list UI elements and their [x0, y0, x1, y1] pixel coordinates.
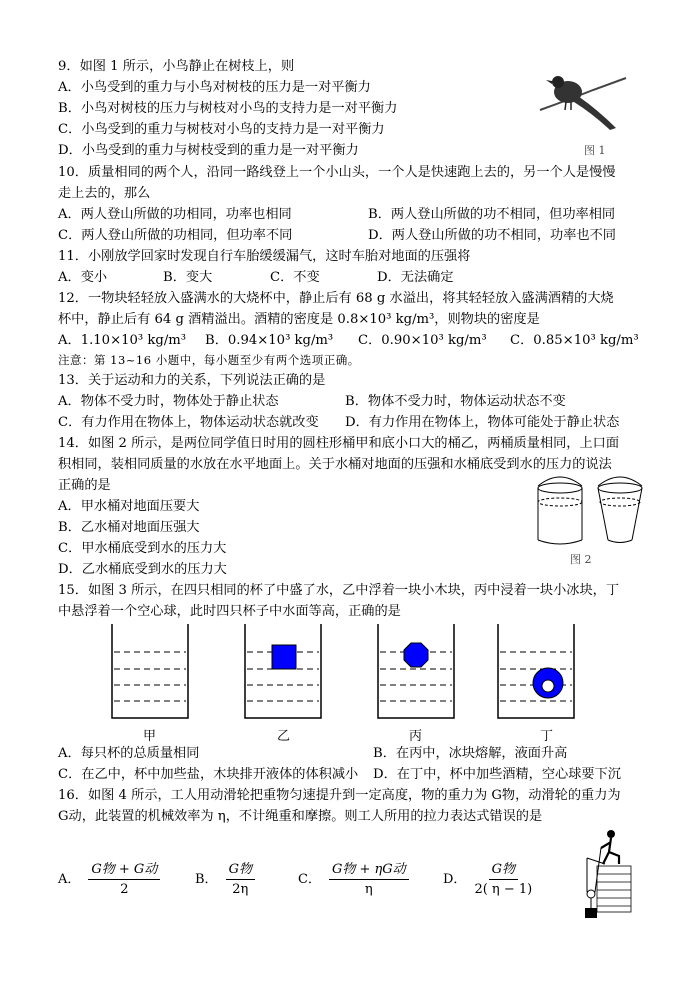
q12-option-b: B．0.94×10³ kg/m³ — [205, 333, 334, 348]
q16-d-denominator: 2( η − 1) — [474, 882, 533, 897]
q10-stem-line2: 走上去的，那么 — [58, 186, 151, 201]
cup-label-yi: 乙 — [277, 729, 291, 744]
cup-label-bing: 丙 — [409, 729, 423, 744]
q16-option-b: B． $\frac{\text{G物}}{2\eta}$ — [195, 858, 255, 897]
q14-option-b: B．乙水桶对地面压强大 — [58, 520, 200, 535]
q16-b-denominator: 2η — [232, 882, 249, 897]
q15-option-d: D．在丁中，杯中加些酒精，空心球要下沉 — [373, 767, 621, 782]
q13-option-c: C．有力作用在物体上，物体运动状态就改变 — [58, 415, 319, 430]
q13-option-b: B．物体不受力时，物体运动状态不变 — [345, 394, 566, 409]
q16-b-numerator: G物 — [226, 858, 255, 880]
q11-option-c: C．不变 — [270, 270, 320, 285]
q12-stem-line2: 杯中，静止后有 64 g 酒精溢出。酒精的密度是 0.8×10³ kg/m³，则物块的密度是 — [58, 312, 540, 327]
pulley-worker-figure — [575, 828, 635, 920]
q13-option-d: D．有力作用在物体上，物体可能处于静止状态 — [345, 415, 620, 430]
q15-option-c: C．在乙中，杯中加些盐，木块排开液体的体积减小 — [58, 767, 359, 782]
q11-stem: 11．小刚放学回家时发现自行车胎缓缓漏气，这时车胎对地面的压强将 — [58, 249, 471, 264]
q10-option-c: C．两人登山所做的功相同，但功率不同 — [58, 228, 293, 243]
q10-option-b: B．两人登山所做的功不相同，但功率相同 — [368, 207, 616, 222]
q14-option-c: C．甲水桶底受到水的压力大 — [58, 541, 227, 556]
multi-answer-note: 注意：第 13~16 小题中，每小题至少有两个选项正确。 — [58, 353, 360, 367]
q14-option-d: D．乙水桶底受到水的压力大 — [58, 562, 227, 577]
figure-2-caption: 图 2 — [570, 553, 592, 566]
q12-option-c: C．0.90×10³ kg/m³ — [358, 333, 487, 348]
q16-option-a: A． $\frac{\text{G物 + G动}}{2}$ — [58, 858, 160, 897]
ice-block — [404, 643, 428, 667]
q15-option-a: A．每只杯的总质量相同 — [58, 746, 200, 761]
q16-stem-line2: G动，此装置的机械效率为 η，不计绳重和摩擦。则工人所用的拉力表达式错误的是 — [58, 809, 543, 824]
q10-stem-line1: 10．质量相同的两个人，沿同一路线登上一个小山头，一个人是快速跑上去的，另一个人是慢慢 — [58, 165, 616, 180]
q14-stem-line1: 14．如图 2 所示，是两位同学值日时用的圆柱形桶甲和底小口大的桶乙，两桶质量相同，上口面 — [58, 436, 620, 451]
q13-stem: 13．关于运动和力的关系，下列说法正确的是 — [58, 373, 326, 388]
q11-option-a: A．变小 — [58, 270, 108, 285]
q15-stem-line1: 15．如图 3 所示，在四只相同的杯了中盛了水，乙中浮着一块小木块，丙中浸着一块小冰块，丁 — [58, 583, 620, 598]
q13-option-a: A．物体不受力时，物体处于静止状态 — [58, 394, 279, 409]
q9-stem: 9．如图 1 所示，小鸟静止在树枝上，则 — [58, 59, 295, 74]
q9-option-c: C．小鸟受到的重力与树枝对小鸟的支持力是一对平衡力 — [58, 122, 385, 137]
buckets-figure — [530, 474, 650, 556]
q15-option-b: B．在丙中，冰块熔解，液面升高 — [373, 746, 568, 761]
q12-option-d: C．0.85×10³ kg/m³ — [510, 333, 639, 348]
q14-option-a: A．甲水桶对地面压要大 — [58, 499, 200, 514]
q16-a-denominator: 2 — [120, 882, 129, 897]
cup-label-jia: 甲 — [143, 729, 157, 744]
cup-label-ding: 丁 — [540, 729, 554, 744]
q16-stem-line1: 16．如图 4 所示，工人用动滑轮把重物匀速提升到一定高度，物的重力为 G物，动滑轮的重力为 — [58, 788, 621, 803]
q10-option-d: D．两人登山所做的功不相同，功率也不同 — [368, 228, 616, 243]
q16-c-numerator: G物 + ηG动 — [329, 858, 409, 880]
q16-option-d: D． $\frac{\text{G物}}{2( \eta - 1)}$ — [443, 858, 532, 897]
cups-figure — [100, 622, 580, 722]
q10-option-a: A．两人登山所做的功相同，功率也相同 — [58, 207, 292, 222]
q16-a-numerator: G物 + G动 — [88, 858, 160, 880]
q16-option-c: C． $\frac{\text{G物 + ηG动}}{\eta}$ — [298, 858, 409, 897]
q9-option-a: A．小鸟受到的重力与小鸟对树枝的压力是一对平衡力 — [58, 80, 371, 95]
q11-option-b: B．变大 — [163, 270, 213, 285]
q16-d-numerator: G物 — [489, 858, 518, 880]
wood-block — [272, 645, 296, 669]
q12-option-a: A．1.10×10³ kg/m³ — [58, 333, 187, 348]
q16-c-denominator: η — [364, 882, 373, 897]
q11-option-d: D．无法确定 — [377, 270, 454, 285]
q14-stem-line2: 积相同，装相同质量的水放在水平地面上。关于水桶对地面的压强和水桶底受到水的压力的说法 — [58, 457, 612, 472]
q9-option-b: B．小鸟对树枝的压力与树枝对小鸟的支持力是一对平衡力 — [58, 101, 398, 116]
q12-stem-line1: 12．一物块轻轻放入盛满水的大烧杯中，静止后有 68 g 水溢出，将其轻轻放入盛满酒精的大烧 — [58, 291, 614, 306]
bird-figure — [538, 70, 628, 140]
q14-stem-line3: 正确的是 — [58, 478, 111, 493]
figure-1-caption: 图 1 — [584, 144, 606, 157]
q9-option-d: D．小鸟受到的重力与树枝受到的重力是一对平衡力 — [58, 143, 359, 158]
q15-stem-line2: 中悬浮着一个空心球，此时四只杯子中水面等高，正确的是 — [58, 604, 401, 619]
